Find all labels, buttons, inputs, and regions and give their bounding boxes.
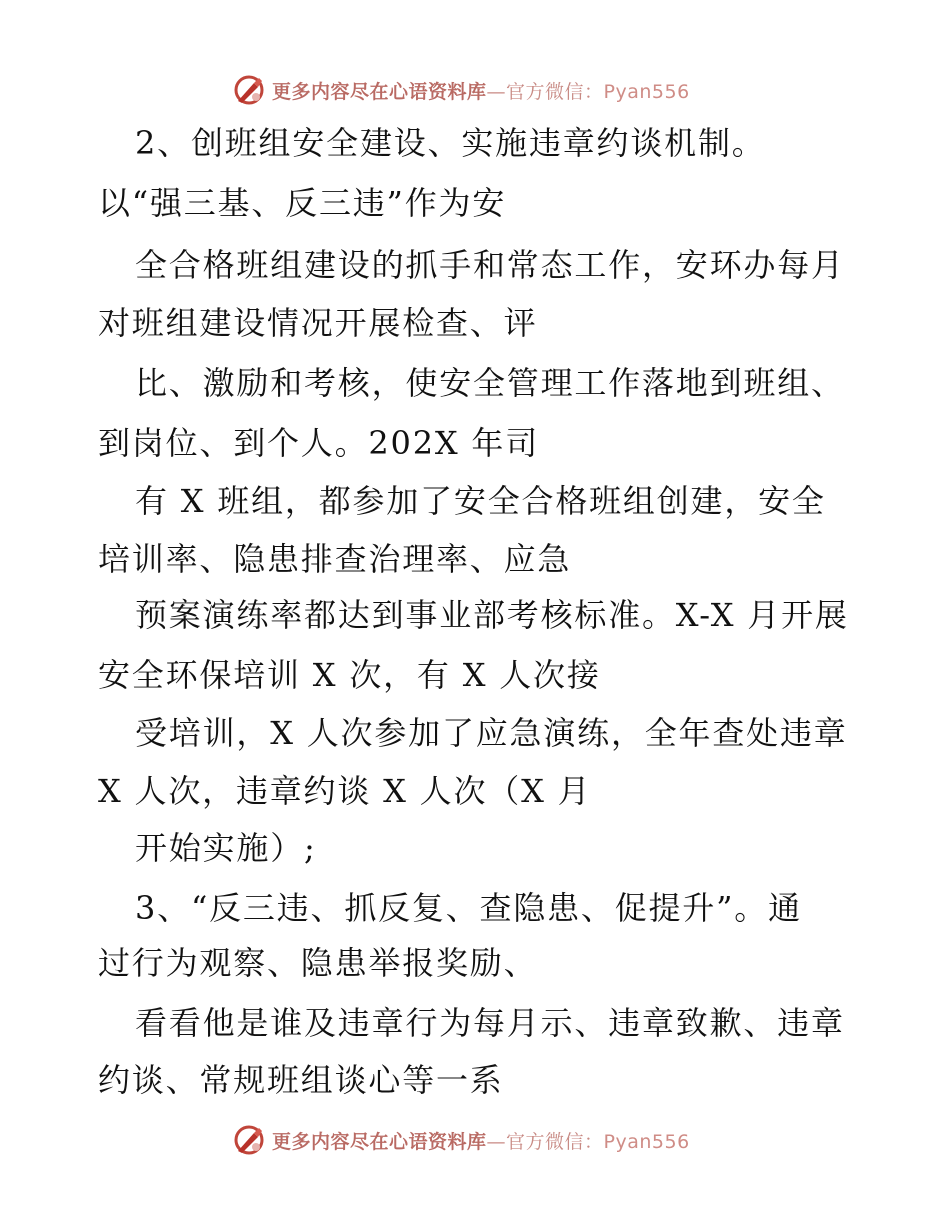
text-line: 以“强三基、反三违”作为安 xyxy=(98,184,507,222)
header-watermark xyxy=(0,70,950,110)
text-line: 开始实施）; xyxy=(135,829,317,867)
footer-watermark-text: 更多内容尽在心语资料库 xyxy=(272,1130,487,1153)
text-line: 预案演练率都达到事业部考核标准。X-X 月开展 xyxy=(135,596,849,634)
text-line: 约谈、常规班组谈心等一系 xyxy=(98,1061,504,1099)
pen-logo-icon xyxy=(232,73,266,107)
header-watermark-text: 更多内容尽在心语资料库 xyxy=(272,80,487,103)
text-line: 看看他是谁及违章行为每月示、违章致歉、违章 xyxy=(135,1004,845,1042)
text-line: X 人次，违章约谈 X 人次（X 月 xyxy=(98,772,592,810)
header-watermark-id: Pyan556 xyxy=(603,80,690,103)
footer-watermark-separator: —官方微信： xyxy=(486,1130,604,1153)
text-line: 对班组建设情况开展检查、评 xyxy=(98,304,538,342)
header-watermark-separator: —官方微信： xyxy=(486,80,604,103)
text-line: 3、“反三违、抓反复、查隐患、促提升”。通 xyxy=(135,889,802,927)
footer-watermark-id: Pyan556 xyxy=(603,1130,690,1153)
text-line: 安全环保培训 X 次，有 X 人次接 xyxy=(98,656,601,694)
text-line: 到岗位、到个人。202X 年司 xyxy=(98,424,540,462)
text-line: 培训率、隐患排查治理率、应急 xyxy=(98,540,572,578)
text-line: 有 X 班组，都参加了安全合格班组创建，安全 xyxy=(135,482,826,520)
text-line: 过行为观察、隐患举报奖励、 xyxy=(98,944,538,982)
text-line: 受培训，X 人次参加了应急演练，全年查处违章 xyxy=(135,714,848,752)
text-line: 2、创班组安全建设、实施违章约谈机制。 xyxy=(135,124,766,162)
text-line: 比、激励和考核，使安全管理工作落地到班组、 xyxy=(135,364,845,402)
footer-watermark xyxy=(0,1120,950,1160)
text-line: 全合格班组建设的抓手和常态工作，安环办每月 xyxy=(135,246,845,284)
pen-logo-icon xyxy=(232,1123,266,1157)
